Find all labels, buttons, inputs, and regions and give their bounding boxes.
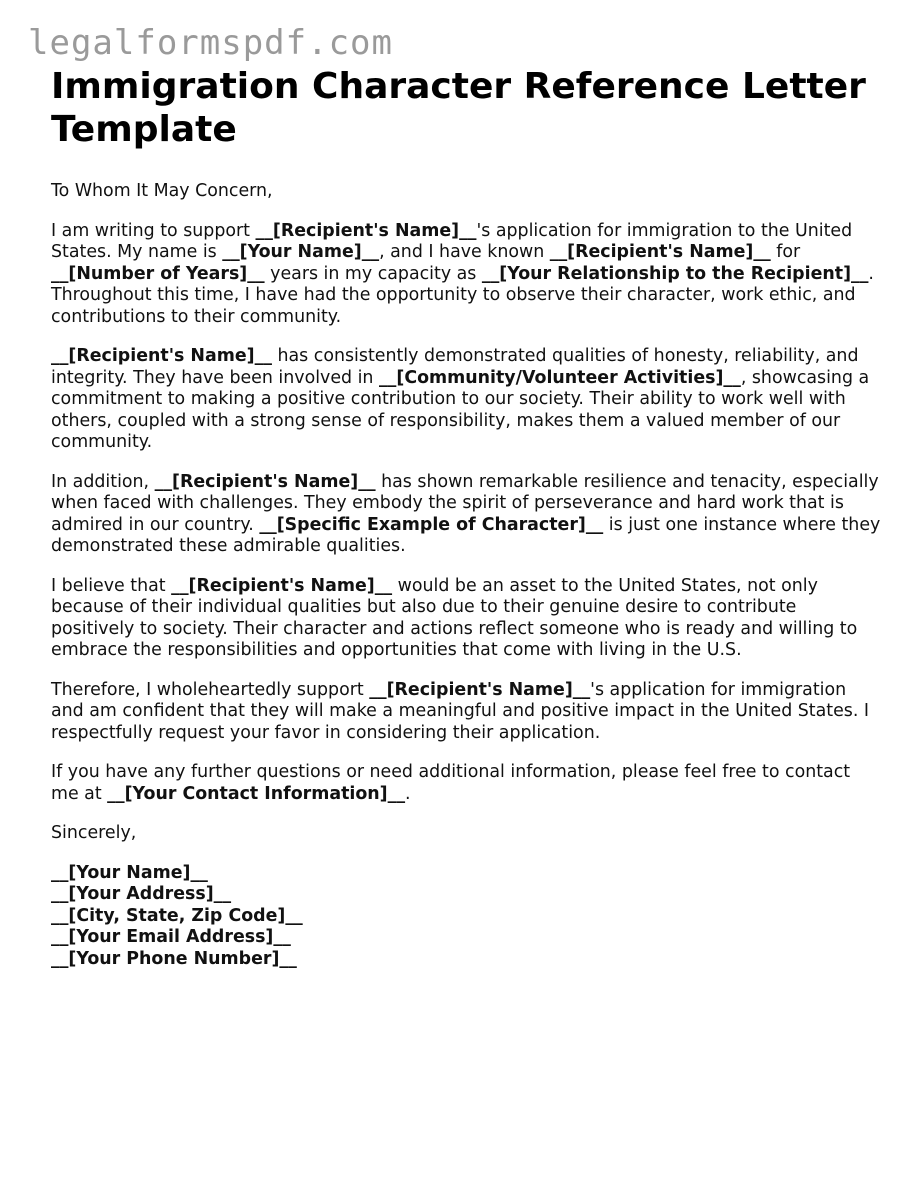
text: 's application for immigration to the United States. My name is xyxy=(51,220,853,262)
placeholder-recipient-name: __[Recipient's Name]__ xyxy=(255,220,477,241)
page-title: Immigration Character Reference Letter Template xyxy=(51,66,866,150)
signature-phone: __[Your Phone Number]__ xyxy=(51,948,297,969)
paragraph-support xyxy=(51,680,881,745)
letter-body xyxy=(51,65,881,970)
text: has consistently demonstrated qualities of honesty, reliability, and integrity. They have been involved in xyxy=(51,346,859,388)
placeholder-recipient-name: __[Recipient's Name]__ xyxy=(51,346,272,366)
text: would be an asset to the United States, not only because of their individual qualities but also due to their genuine desire to contribute positively to society. Their character and actions reflect someone who is ready and willing to embrace the responsibilities and opportunities that come with living in the U.S. xyxy=(51,575,858,660)
paragraph-intro xyxy=(51,221,881,329)
text: Therefore, I wholeheartedly support xyxy=(51,679,370,700)
text: is just one instance where they demonstrated these admirable qualities. xyxy=(51,514,881,556)
watermark: legalformspdf.com xyxy=(28,23,393,63)
placeholder-recipient-name: __[Recipient's Name]__ xyxy=(369,679,591,700)
paragraph-contact xyxy=(51,762,881,805)
text: . xyxy=(405,783,411,804)
paragraph-qualities xyxy=(51,346,881,454)
signature-address: __[Your Address]__ xyxy=(51,884,232,905)
placeholder-recipient-name: __[Recipient's Name]__ xyxy=(154,471,376,492)
text: I am writing to support xyxy=(51,220,256,241)
text: for xyxy=(770,242,801,262)
salutation: To Whom It May Concern, xyxy=(51,181,273,201)
paragraph-asset xyxy=(51,576,881,662)
placeholder-recipient-name: __[Recipient's Name]__ xyxy=(171,575,393,596)
text: has shown remarkable resilience and tenacity, especially when faced with challenges. They embody the spirit of perseverance and hard work that is admired in our country. xyxy=(51,471,879,535)
text: If you have any further questions or need additional information, please feel free to contact me at xyxy=(51,762,851,804)
text: I believe that xyxy=(51,575,172,596)
text: years in my capacity as xyxy=(264,263,482,284)
signature-name: __[Your Name]__ xyxy=(51,862,208,883)
text: , showcasing a commitment to making a positive contribution to our society. Their ability to work well with others, coupled with a strong sense of responsibility, makes them a valued member of our community. xyxy=(51,367,870,452)
placeholder-recipient-name: __[Recipient's Name]__ xyxy=(549,242,771,262)
placeholder-your-name: __[Your Name]__ xyxy=(222,242,380,262)
text: 's application for immigration and am confident that they will make a meaningful and positive impact in the United States. I respectfully request your favor in considering their application. xyxy=(51,679,870,743)
text: , and I have known xyxy=(379,242,550,262)
placeholder-community-activities: __[Community/Volunteer Activities]__ xyxy=(378,367,741,388)
text: In addition, xyxy=(51,471,155,492)
placeholder-contact-info: __[Your Contact Information]__ xyxy=(107,783,406,804)
signature-block xyxy=(51,863,881,971)
text: . Throughout this time, I have had the opportunity to observe their character, work ethic, and contributions to their community. xyxy=(51,263,874,327)
placeholder-specific-example: __[Specific Example of Character]__ xyxy=(259,514,604,535)
placeholder-number-of-years: __[Number of Years]__ xyxy=(51,263,265,284)
signature-city-state-zip: __[City, State, Zip Code]__ xyxy=(51,905,303,926)
paragraph-resilience xyxy=(51,472,881,558)
signature-email: __[Your Email Address]__ xyxy=(51,927,291,948)
placeholder-relationship: __[Your Relationship to the Recipient]__ xyxy=(481,263,869,284)
closing: Sincerely, xyxy=(51,823,137,843)
